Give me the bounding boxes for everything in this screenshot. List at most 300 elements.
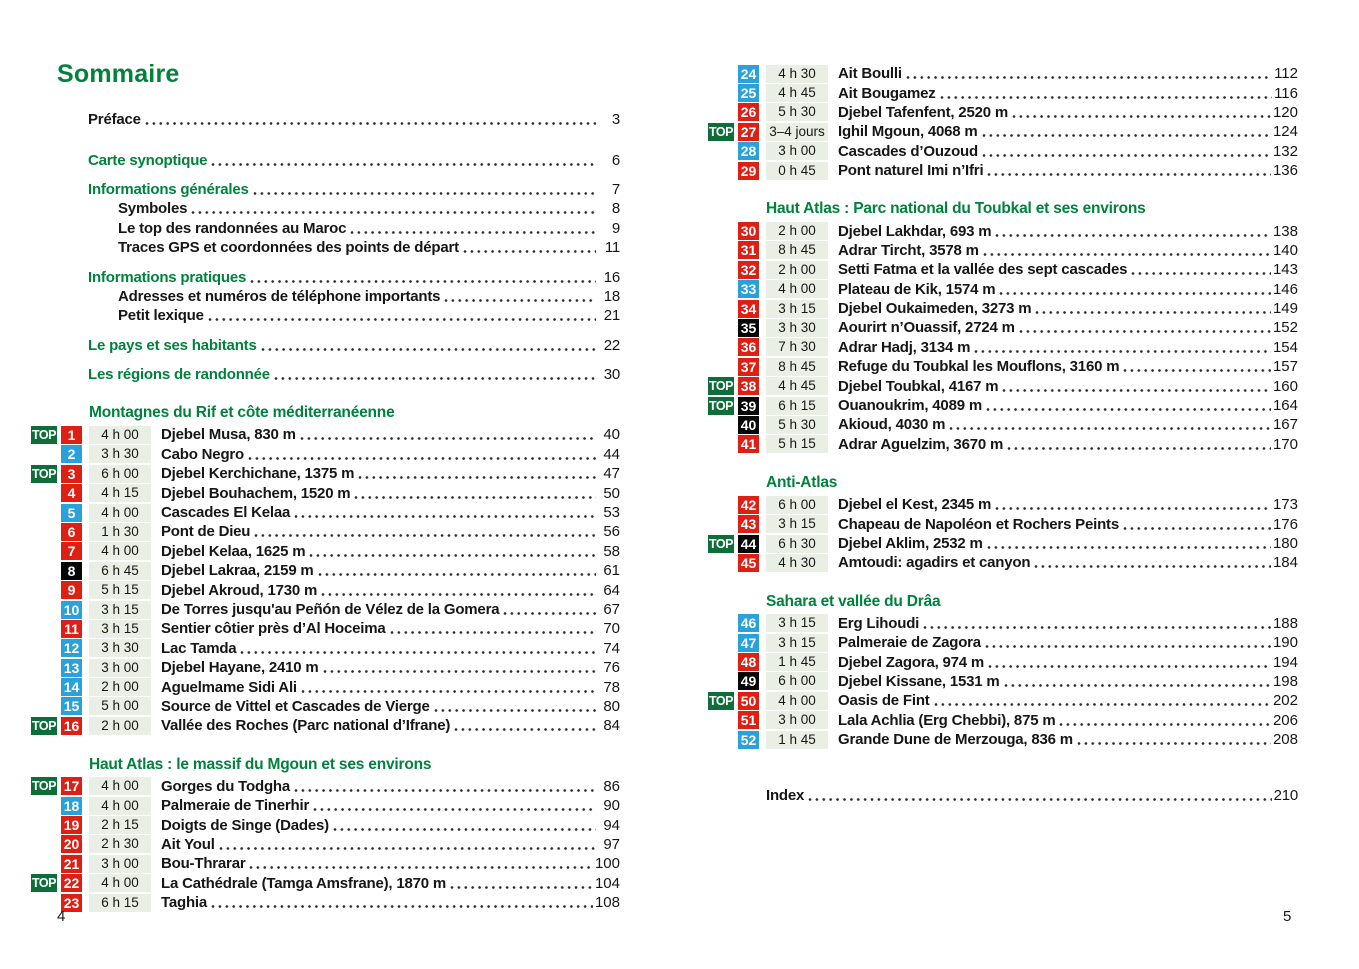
toc-entry-row (708, 633, 1298, 652)
page-number: 143 (1272, 261, 1298, 279)
duration-cell: 3 h 00 (89, 659, 151, 677)
top-badge: TOP (32, 779, 56, 794)
front-item-row (88, 180, 620, 199)
dot-leader (1077, 741, 1271, 746)
page-number: 90 (603, 797, 620, 815)
route-title: Grande Dune de Merzouga, 836 m (838, 731, 1073, 749)
front-matter-group (31, 180, 620, 258)
duration-cell: 2 h 15 (89, 816, 151, 834)
page-number: 136 (1272, 162, 1298, 180)
dot-leader (923, 625, 1271, 630)
front-item-row (118, 287, 620, 306)
dot-leader (294, 788, 596, 793)
route-number-badge: 9 (61, 581, 82, 599)
dot-leader (323, 669, 596, 674)
front-item-row (88, 110, 620, 129)
route-title: Vallée des Roches (Parc national d’Ifrane) (161, 717, 451, 735)
page-number: 206 (1272, 711, 1298, 729)
route-number-badge: 17 (61, 777, 82, 795)
route-section (708, 200, 1298, 454)
route-title: Erg Lihoudi (838, 614, 920, 632)
route-title: Cascades El Kelaa (161, 504, 291, 522)
toc-entry-row (708, 142, 1298, 161)
duration-cell: 1 h 45 (766, 653, 828, 671)
duration-cell: 2 h 00 (89, 717, 151, 735)
page-number: 180 (1272, 535, 1298, 552)
route-number-badge: 48 (738, 653, 759, 671)
toc-entry-row (708, 83, 1298, 102)
page-number: 198 (1272, 672, 1298, 690)
section-header: Haut Atlas : le massif du Mgoun et ses environs (89, 755, 432, 773)
toc-entry-row (708, 415, 1298, 434)
section-header: Anti-Atlas (766, 474, 838, 492)
toc-entry-row (31, 503, 620, 522)
page-number: 56 (603, 523, 620, 541)
dot-leader (250, 279, 596, 284)
toc-entry-row (708, 64, 1298, 83)
duration-cell: 4 h 00 (766, 280, 828, 298)
route-number-badge: 2 (61, 445, 82, 463)
dot-leader (1019, 329, 1271, 334)
dot-leader (350, 230, 596, 235)
dot-leader (240, 650, 596, 655)
duration-cell: 3 h 15 (89, 620, 151, 638)
duration-cell: 3 h 15 (89, 601, 151, 619)
page-number: 70 (603, 620, 620, 638)
dot-leader (986, 407, 1271, 412)
footer-page-number-right: 5 (1283, 908, 1292, 925)
dot-leader (248, 456, 596, 461)
duration-cell: 3 h 15 (766, 515, 828, 533)
page-number: 167 (1272, 416, 1298, 434)
page-number: 7 (611, 180, 620, 198)
route-number-badge: 33 (738, 280, 759, 298)
route-title: Djebel Hayane, 2410 m (161, 659, 319, 677)
route-number-badge: 18 (61, 797, 82, 815)
page-number: 157 (1272, 358, 1298, 376)
route-title: Palmeraie de Zagora (838, 634, 981, 652)
section-header: Haut Atlas : Parc national du Toubkal et ses environs (766, 200, 1146, 218)
top-badge: TOP (709, 124, 733, 139)
route-number-badge: 34 (738, 300, 759, 318)
toc-entry-row (708, 221, 1298, 240)
route-title: Cascades d’Ouzoud (838, 142, 978, 160)
route-title: Doigts de Singe (Dades) (161, 816, 329, 834)
dot-leader (219, 846, 596, 851)
route-title: Djebel Oukaimeden, 3273 m (838, 300, 1032, 318)
page-number: 184 (1272, 554, 1298, 572)
toc-entry-row (708, 672, 1298, 691)
route-title: Adrar Tircht, 3578 m (838, 241, 979, 259)
toc-entry-row (708, 280, 1298, 299)
toc-entry-row (31, 854, 620, 873)
route-section (708, 593, 1298, 750)
route-number-badge: 1 (61, 426, 82, 444)
dot-leader (949, 426, 1271, 431)
route-number-badge: 8 (61, 562, 82, 580)
toc-entry-row (708, 241, 1298, 260)
front-matter-group (31, 336, 620, 355)
duration-cell: 3 h 15 (766, 300, 828, 318)
route-number-badge: 43 (738, 515, 759, 533)
page-number: 53 (603, 504, 620, 522)
duration-cell: 5 h 30 (766, 103, 828, 121)
duration-cell: 3 h 15 (766, 614, 828, 632)
duration-cell: 4 h 00 (89, 777, 151, 795)
route-title: Djebel Lakhdar, 693 m (838, 222, 992, 240)
page-number: 132 (1272, 142, 1298, 160)
page-number: 9 (611, 219, 620, 237)
toc-entry-row (31, 580, 620, 599)
duration-cell: 5 h 15 (89, 581, 151, 599)
dot-leader (211, 162, 596, 167)
route-number-badge: 16 (61, 717, 82, 735)
route-title: Pont naturel Imi n’Ifri (838, 162, 984, 180)
front-item-label: Symboles (118, 200, 188, 218)
duration-cell: 4 h 00 (766, 692, 828, 710)
duration-cell: 3 h 00 (89, 855, 151, 873)
page-number: 30 (603, 366, 620, 384)
route-title: Sentier côtier près d’Al Hoceima (161, 620, 386, 638)
route-title: Adrar Hadj, 3134 m (838, 338, 971, 356)
page-number: 100 (594, 855, 620, 873)
dot-leader (934, 702, 1271, 707)
route-number-badge: 27 (738, 123, 759, 141)
duration-cell: 4 h 15 (89, 484, 151, 502)
route-number-badge: 24 (738, 65, 759, 83)
route-title: Djebel Kerchichane, 1375 m (161, 465, 355, 483)
page-number: 80 (603, 697, 620, 715)
dot-leader (995, 506, 1271, 511)
route-title: Djebel Toubkal, 4167 m (838, 377, 999, 395)
dot-leader (261, 347, 596, 352)
dot-leader (1123, 526, 1271, 531)
page-number: 8 (611, 200, 620, 218)
duration-cell: 8 h 45 (766, 241, 828, 259)
duration-cell: 4 h 00 (89, 504, 151, 522)
route-section (31, 404, 620, 735)
toc-entry-row (708, 691, 1298, 710)
route-title: Lac Tamda (161, 639, 237, 657)
toc-entry-row (31, 445, 620, 464)
route-number-badge: 25 (738, 84, 759, 102)
front-item-label: Adresses et numéros de téléphone importants (118, 287, 441, 305)
duration-cell: 3 h 00 (766, 711, 828, 729)
route-number-badge: 20 (61, 835, 82, 853)
duration-cell: 7 h 30 (766, 338, 828, 356)
top-badge-slot (31, 465, 58, 483)
duration-cell: 3 h 30 (766, 319, 828, 337)
duration-cell: 4 h 30 (766, 554, 828, 572)
toc-entry-row (708, 376, 1298, 395)
front-matter-group (31, 365, 620, 384)
top-badge: TOP (709, 693, 733, 708)
toc-entry-row (31, 600, 620, 619)
page-number: 154 (1272, 338, 1298, 356)
front-matter-list (31, 110, 620, 384)
page-number: 74 (603, 639, 620, 657)
toc-entry-row (708, 711, 1298, 730)
toc-entry-row (708, 357, 1298, 376)
left-sections (31, 404, 620, 912)
front-item-label: Informations générales (88, 180, 249, 198)
dot-leader (301, 689, 596, 694)
top-badge-slot (31, 777, 58, 795)
toc-entry-row (31, 777, 620, 796)
dot-leader (294, 514, 596, 519)
duration-cell: 6 h 30 (766, 535, 828, 553)
dot-leader (450, 885, 593, 890)
route-number-badge: 39 (738, 397, 759, 415)
toc-entry-row (708, 260, 1298, 279)
page-number: 208 (1272, 731, 1298, 749)
page-number: 210 (1273, 786, 1298, 804)
duration-cell: 3 h 30 (89, 639, 151, 657)
page-number: 188 (1272, 614, 1298, 632)
toc-entry-row (31, 425, 620, 444)
front-item-row (118, 306, 620, 325)
route-number-badge: 23 (61, 894, 82, 912)
top-badge-slot (31, 874, 58, 892)
duration-cell: 6 h 00 (766, 496, 828, 514)
page-number: 160 (1272, 377, 1298, 395)
front-item-row (118, 238, 620, 257)
route-title: Pont de Dieu (161, 523, 251, 541)
route-section (708, 64, 1298, 180)
route-title: Refuge du Toubkal les Mouflons, 3160 m (838, 358, 1120, 376)
toc-entry-row (708, 161, 1298, 180)
route-title: Aguelmame Sidi Ali (161, 678, 297, 696)
duration-cell: 2 h 00 (766, 261, 828, 279)
route-number-badge: 4 (61, 484, 82, 502)
dot-leader (309, 553, 596, 558)
toc-entry-row (708, 299, 1298, 318)
dot-leader (390, 630, 596, 635)
front-item-row (88, 365, 620, 384)
front-item-label: Informations pratiques (88, 268, 247, 286)
route-title: Djebel Kissane, 1531 m (838, 672, 1000, 690)
dot-leader (300, 436, 596, 441)
duration-cell: 5 h 30 (766, 416, 828, 434)
page-number: 152 (1272, 319, 1298, 337)
route-number-badge: 41 (738, 435, 759, 453)
toc-entry-row (31, 874, 620, 893)
dot-leader (808, 797, 1271, 802)
route-number-badge: 6 (61, 523, 82, 541)
top-badge: TOP (709, 379, 733, 394)
dot-leader (463, 249, 596, 254)
footer-page-number-left: 4 (57, 908, 66, 925)
toc-entry-row (31, 542, 620, 561)
duration-cell: 0 h 45 (766, 162, 828, 180)
toc-entry-row (31, 522, 620, 541)
route-number-badge: 51 (738, 711, 759, 729)
route-title: Lala Achlia (Erg Chebbi), 875 m (838, 711, 1056, 729)
front-item-label: Le top des randonnées au Maroc (118, 219, 347, 237)
page-number: 84 (603, 717, 620, 735)
duration-cell: 4 h 45 (766, 84, 828, 102)
dot-leader (503, 611, 596, 616)
index-label: Index (766, 786, 805, 804)
toc-entry-row (31, 619, 620, 638)
dot-leader (358, 475, 596, 480)
route-title: Djebel Zagora, 974 m (838, 653, 985, 671)
page-number: 44 (603, 445, 620, 463)
front-item-row (88, 150, 620, 169)
page-number: 6 (611, 151, 620, 169)
dot-leader (988, 664, 1271, 669)
page-number: 16 (603, 268, 620, 286)
duration-cell: 5 h 00 (89, 697, 151, 715)
front-item-label: Carte synoptique (88, 151, 208, 169)
route-title: Palmeraie de Tinerhir (161, 797, 310, 815)
toc-entry-row (31, 464, 620, 483)
dot-leader (1035, 310, 1271, 315)
route-number-badge: 40 (738, 416, 759, 434)
toc-entry-row (708, 553, 1298, 572)
toc-entry-row (708, 534, 1298, 553)
page-number: 138 (1272, 222, 1298, 240)
route-title: Bou-Thrarar (161, 855, 246, 873)
duration-cell: 1 h 30 (89, 523, 151, 541)
page-number: 108 (594, 894, 620, 912)
route-number-badge: 28 (738, 142, 759, 160)
dot-leader (454, 727, 596, 732)
route-number-badge: 36 (738, 338, 759, 356)
dot-leader (982, 133, 1271, 138)
route-number-badge: 22 (61, 874, 82, 892)
duration-cell: 3–4 jours (766, 123, 828, 141)
page-number: 190 (1272, 634, 1298, 652)
page-number: 202 (1272, 692, 1298, 710)
page-number: 86 (603, 777, 620, 795)
dot-leader (1034, 564, 1271, 569)
dot-leader (906, 75, 1272, 80)
route-number-badge: 12 (61, 639, 82, 657)
duration-cell: 4 h 00 (89, 542, 151, 560)
route-title: Chapeau de Napoléon et Rochers Peints (838, 515, 1119, 533)
dot-leader (444, 298, 596, 303)
duration-cell: 4 h 00 (89, 797, 151, 815)
route-title: Ait Boulli (838, 65, 902, 83)
index-row (766, 785, 1298, 804)
toc-entry-row (31, 893, 620, 912)
route-title: Djebel Akroud, 1730 m (161, 581, 318, 599)
top-badge-slot (708, 377, 735, 395)
front-item-label: Le pays et ses habitants (88, 336, 257, 354)
route-title: Amtoudi: agadirs et canyon (838, 554, 1031, 572)
top-badge-slot (708, 692, 735, 710)
route-section (708, 474, 1298, 573)
page-number: 40 (603, 426, 620, 444)
route-number-badge: 38 (738, 377, 759, 395)
duration-cell: 2 h 30 (89, 835, 151, 853)
dot-leader (313, 807, 596, 812)
dot-leader (982, 153, 1271, 158)
page-number: 116 (1274, 84, 1298, 102)
duration-cell: 6 h 00 (766, 672, 828, 690)
route-title: Ouanoukrim, 4089 m (838, 397, 982, 415)
front-item-row (88, 267, 620, 286)
right-sections (708, 64, 1298, 749)
dot-leader (274, 376, 596, 381)
route-number-badge: 5 (61, 504, 82, 522)
page-number: 97 (603, 835, 620, 853)
top-badge-slot (31, 717, 58, 735)
dot-leader (333, 827, 596, 832)
top-badge: TOP (32, 718, 56, 733)
duration-cell: 2 h 00 (766, 222, 828, 240)
toc-entry-row (708, 396, 1298, 415)
route-number-badge: 50 (738, 692, 759, 710)
front-item-label: Petit lexique (118, 307, 204, 325)
duration-cell: 8 h 45 (766, 358, 828, 376)
dot-leader (318, 572, 596, 577)
duration-cell: 6 h 15 (89, 894, 151, 912)
front-item-row (118, 199, 620, 218)
top-badge: TOP (709, 398, 733, 413)
route-title: Adrar Aguelzim, 3670 m (838, 435, 1004, 453)
duration-cell: 4 h 00 (89, 426, 151, 444)
top-badge: TOP (709, 536, 733, 551)
page-number: 149 (1272, 300, 1298, 318)
front-item-row (118, 219, 620, 238)
page-number: 47 (603, 465, 620, 483)
dot-leader (321, 592, 596, 597)
page-number: 11 (604, 239, 620, 257)
dot-leader (940, 95, 1272, 100)
page-number: 58 (603, 542, 620, 560)
right-column (708, 62, 1298, 805)
dot-leader (254, 533, 596, 538)
top-badge-slot (31, 426, 58, 444)
route-title: Akioud, 4030 m (838, 416, 946, 434)
route-title: Source de Vittel et Cascades de Vierge (161, 697, 430, 715)
toc-entry-row (708, 730, 1298, 749)
left-column (31, 60, 620, 912)
front-item-label: Préface (88, 111, 141, 129)
duration-cell: 2 h 00 (89, 678, 151, 696)
route-number-badge: 10 (61, 601, 82, 619)
top-badge-slot (708, 397, 735, 415)
route-title: Djebel Aklim, 2532 m (838, 535, 983, 552)
page-number: 112 (1274, 65, 1298, 83)
toc-entry-row (708, 338, 1298, 357)
route-number-badge: 31 (738, 241, 759, 259)
dot-leader (145, 121, 596, 126)
route-number-badge: 11 (61, 620, 82, 638)
toc-entry-row (708, 435, 1298, 454)
dot-leader (208, 317, 596, 322)
toc-entry-row (708, 495, 1298, 514)
top-badge: TOP (32, 427, 56, 442)
route-number-badge: 49 (738, 672, 759, 690)
route-number-badge: 32 (738, 261, 759, 279)
route-number-badge: 29 (738, 162, 759, 180)
duration-cell: 6 h 15 (766, 397, 828, 415)
dot-leader (985, 644, 1271, 649)
route-title: Djebel el Kest, 2345 m (838, 496, 992, 514)
page-number: 78 (603, 678, 620, 696)
page-number: 3 (611, 111, 620, 129)
page-number: 140 (1272, 241, 1298, 259)
toc-entry-row (31, 658, 620, 677)
toc-entry-row (31, 815, 620, 834)
toc-entry-row (31, 716, 620, 735)
page-number: 67 (603, 601, 620, 618)
section-header: Montagnes du Rif et côte méditerranéenne (89, 404, 395, 422)
page-number: 164 (1272, 397, 1298, 415)
